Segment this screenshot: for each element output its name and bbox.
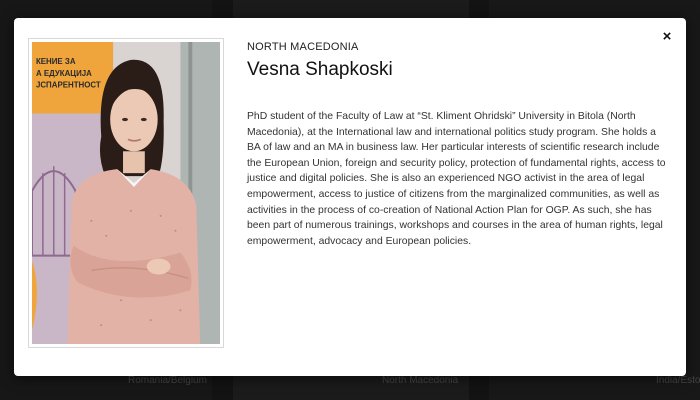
profile-photo-frame xyxy=(28,38,224,348)
profile-country: NORTH MACEDONIA xyxy=(247,41,359,53)
profile-photo xyxy=(32,42,220,344)
svg-text:А ЕДУКАЦИЈА: А ЕДУКАЦИЈА xyxy=(35,68,92,78)
profile-name: Vesna Shapkoski xyxy=(247,59,393,80)
profile-modal xyxy=(14,18,686,376)
profile-bio: PhD student of the Faculty of Law at “St. Kliment Ohridski” University in Bitola (North Macedonia), at the International law and international politics study program. She holds a BA of law and an MA in business law. Her particular interests of scientific research include the European Union, foreign and security policy, protection of fundamental rights, access to justice and digital policies. She is also an experienced NGO activist in the area of legal empowerment, access to justice of citizens from the marginalized communities, as well as activities in the process of co-creation of National Action Plan for OGP. As such, she has been part of numerous trainings, workshops and courses in the area of human rights, legal empowerment, advocacy and European policies. xyxy=(247,111,666,247)
svg-text:ЈСПАРЕНТНОСТ: ЈСПАРЕНТНОСТ xyxy=(35,80,101,90)
svg-text:КЕНИЕ ЗА: КЕНИЕ ЗА xyxy=(35,56,76,66)
close-button[interactable]: × xyxy=(662,28,672,45)
